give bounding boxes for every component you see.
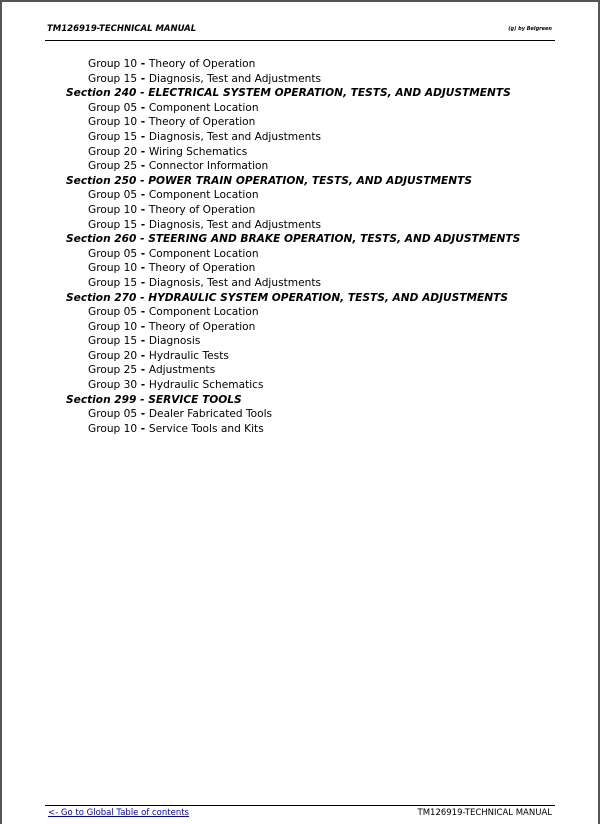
group-title: Diagnosis, Test and Adjustments xyxy=(148,218,321,231)
toc-section-link[interactable] xyxy=(0,393,600,408)
footer-title: TM126919-TECHNICAL MANUAL xyxy=(417,808,552,818)
separator: - xyxy=(137,116,149,129)
toc-group-link[interactable] xyxy=(0,247,600,262)
section-title: STEERING AND BRAKE OPERATION, TESTS, AND ADJUSTMENTS xyxy=(148,233,521,246)
separator: - xyxy=(136,393,149,406)
toc-group-link[interactable] xyxy=(0,218,600,233)
group-title: Component Location xyxy=(148,247,259,260)
section-title: SERVICE TOOLS xyxy=(148,393,242,406)
toc-group-link[interactable] xyxy=(0,378,600,393)
separator: - xyxy=(136,174,149,187)
separator: - xyxy=(137,306,149,319)
toc-group-link[interactable] xyxy=(0,159,600,174)
group-label: Group 05 xyxy=(88,101,138,114)
group-label: Group 15 xyxy=(88,72,138,85)
toc-group-link[interactable] xyxy=(0,101,600,116)
toc-group-link[interactable] xyxy=(0,276,600,291)
separator: - xyxy=(136,233,149,246)
separator: - xyxy=(137,218,149,231)
group-title: Theory of Operation xyxy=(148,203,256,216)
group-title: Component Location xyxy=(148,306,259,319)
toc-group-link[interactable] xyxy=(0,203,600,218)
separator: - xyxy=(137,335,149,348)
section-title: HYDRAULIC SYSTEM OPERATION, TESTS, AND ADJUSTMENTS xyxy=(148,291,508,304)
section-label: Section 260 xyxy=(66,233,137,246)
section-label: Section 250 xyxy=(66,174,137,187)
toc-group-link[interactable] xyxy=(0,130,600,145)
group-label: Group 15 xyxy=(88,130,138,143)
group-label: Group 15 xyxy=(88,218,138,231)
toc-group-link[interactable] xyxy=(0,407,600,422)
separator: - xyxy=(137,364,149,377)
global-toc-link[interactable]: <- Go to Global Table of contents xyxy=(48,808,189,818)
group-title: Component Location xyxy=(148,189,259,202)
group-label: Group 05 xyxy=(88,306,138,319)
group-title: Dealer Fabricated Tools xyxy=(148,408,273,421)
group-title: Diagnosis, Test and Adjustments xyxy=(148,72,321,85)
section-title: ELECTRICAL SYSTEM OPERATION, TESTS, AND ADJUSTMENTS xyxy=(148,87,511,100)
toc-group-link[interactable] xyxy=(0,72,600,87)
toc-section-link[interactable] xyxy=(0,86,600,101)
group-label: Group 10 xyxy=(88,262,138,275)
group-title: Theory of Operation xyxy=(148,320,256,333)
group-title: Service Tools and Kits xyxy=(148,422,264,435)
toc-group-link[interactable] xyxy=(0,363,600,378)
toc-group-link[interactable] xyxy=(0,305,600,320)
separator: - xyxy=(137,349,149,362)
group-label: Group 10 xyxy=(88,203,138,216)
toc-group-link[interactable] xyxy=(0,57,600,72)
header-rule xyxy=(45,40,555,41)
toc-group-link[interactable] xyxy=(0,334,600,349)
group-title: Hydraulic Schematics xyxy=(148,379,264,392)
group-title: Theory of Operation xyxy=(148,262,256,275)
group-label: Group 10 xyxy=(88,320,138,333)
group-label: Group 25 xyxy=(88,160,138,173)
toc-section-link[interactable] xyxy=(0,174,600,189)
toc-group-link[interactable] xyxy=(0,115,600,130)
footer-rule xyxy=(45,805,555,806)
group-label: Group 05 xyxy=(88,189,138,202)
group-label: Group 15 xyxy=(88,276,138,289)
group-label: Group 30 xyxy=(88,379,138,392)
separator: - xyxy=(137,58,149,70)
separator: - xyxy=(137,130,149,143)
toc-group-link[interactable] xyxy=(0,349,600,364)
group-label: Group 25 xyxy=(88,364,138,377)
separator: - xyxy=(137,145,149,158)
toc-group-link[interactable] xyxy=(0,261,600,276)
separator: - xyxy=(137,320,149,333)
separator: - xyxy=(137,262,149,275)
section-label: Section 270 xyxy=(66,291,137,304)
separator: - xyxy=(137,247,149,260)
toc-group-link[interactable] xyxy=(0,320,600,335)
header-title: TM126919-TECHNICAL MANUAL xyxy=(47,24,197,34)
group-title: Component Location xyxy=(148,101,259,114)
group-title: Adjustments xyxy=(148,364,216,377)
toc-section-link[interactable] xyxy=(0,291,600,306)
separator: - xyxy=(136,291,149,304)
section-title: POWER TRAIN OPERATION, TESTS, AND ADJUSTMENTS xyxy=(148,174,473,187)
separator: - xyxy=(137,101,149,114)
group-title: Diagnosis xyxy=(148,335,201,348)
separator: - xyxy=(136,87,149,100)
group-label: Group 05 xyxy=(88,408,138,421)
group-title: Connector Information xyxy=(148,160,269,173)
separator: - xyxy=(137,379,149,392)
separator: - xyxy=(137,276,149,289)
group-label: Group 15 xyxy=(88,335,138,348)
toc-group-link[interactable] xyxy=(0,188,600,203)
table-of-contents xyxy=(0,57,600,436)
group-title: Diagnosis, Test and Adjustments xyxy=(148,130,321,143)
separator: - xyxy=(137,189,149,202)
group-title: Theory of Operation xyxy=(148,58,256,70)
separator: - xyxy=(137,203,149,216)
group-label: Group 20 xyxy=(88,349,138,362)
group-title: Diagnosis, Test and Adjustments xyxy=(148,276,321,289)
separator: - xyxy=(137,72,149,85)
group-label: Group 10 xyxy=(88,422,138,435)
section-label: Section 240 xyxy=(66,87,137,100)
separator: - xyxy=(137,408,149,421)
group-label: Group 10 xyxy=(88,116,138,129)
toc-group-link[interactable] xyxy=(0,145,600,160)
group-label: Group 05 xyxy=(88,247,138,260)
header-credit: (g) by Belgreen xyxy=(508,26,552,32)
group-title: Wiring Schematics xyxy=(148,145,248,158)
separator: - xyxy=(137,422,149,435)
group-label: Group 10 xyxy=(88,58,138,70)
toc-section-link[interactable] xyxy=(0,232,600,247)
group-title: Theory of Operation xyxy=(148,116,256,129)
toc-group-link[interactable] xyxy=(0,422,600,437)
separator: - xyxy=(137,160,149,173)
section-label: Section 299 xyxy=(66,393,137,406)
group-label: Group 20 xyxy=(88,145,138,158)
group-title: Hydraulic Tests xyxy=(148,349,229,362)
